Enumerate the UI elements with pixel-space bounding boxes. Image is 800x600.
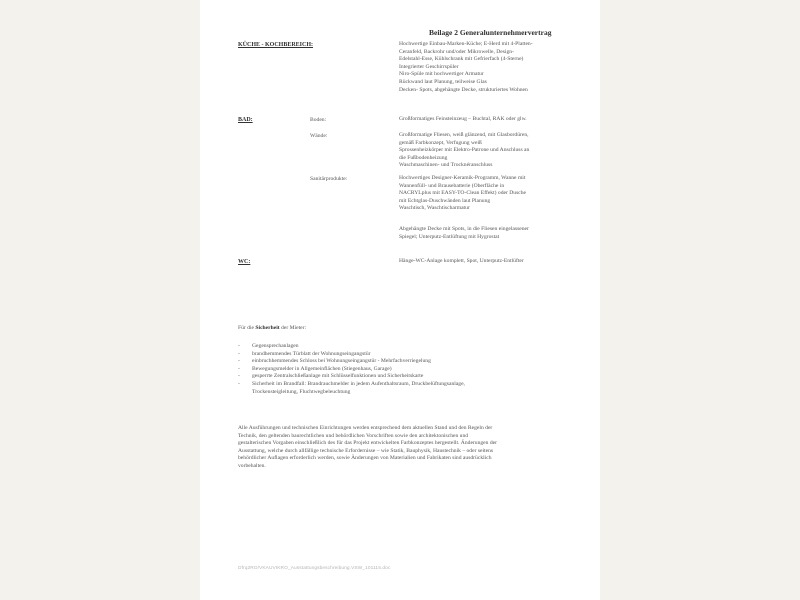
list-item-text: Gegensprechanlagen xyxy=(252,343,299,349)
list-item xyxy=(238,358,465,366)
dash-icon: - xyxy=(238,380,240,387)
kueche-description xyxy=(399,41,533,94)
bad-waende-line: die Fußbodenheizung xyxy=(399,154,448,161)
wc-text xyxy=(399,258,524,266)
dash-icon: - xyxy=(238,373,240,380)
closing-line: Alle Ausführungen und technischen Einrichtungen werden entsprechend dem aktuellen Stand und den Regeln der xyxy=(238,425,493,431)
list-item-text: Sicherheit im Brandfall: Brandrauchmelder in jedem Aufenthaltsraum, Druckbelüftungsanlage, xyxy=(252,380,465,387)
sicherheit-intro-bold: Sicherheit xyxy=(255,325,280,331)
list-item-continuation xyxy=(238,389,465,397)
bad-sanitaer-line: Hochwertiges Designer-Keramik-Programm, Wanne mit xyxy=(399,175,526,181)
bad-sanitaer-line: NACRYLplus mit EASY-TO-Clean Effekt) oder Dusche xyxy=(399,190,527,197)
kueche-line: Hochwertige Einbau-Marken-Küche; E-Herd mit 4-Platten- xyxy=(399,41,533,47)
bad-waende-line: Sprossenheizkörper mit Elektro-Patrone und Anschluss an xyxy=(399,147,530,154)
bad-decke-line: Spiegel; Unterputz-Entlüftung mit Hygrostat xyxy=(399,233,500,240)
bad-decke-text xyxy=(399,226,529,241)
closing-line: behördlicher Auflagen erforderlich werden, sowie Änderungen von Materialien und Fabrikaten sind ausdrücklich xyxy=(238,455,492,462)
list-item xyxy=(238,381,465,389)
list-item-text: gesperrte Zentralschließanlage mit Schlüsselfunktionen und Sicherheitskarte xyxy=(252,373,424,380)
bad-sanitaer-line: Wannenfüll- und Brausebatterie (Oberfläche in xyxy=(399,182,505,189)
bad-sanitaer-line: mit Echtglas-Duschwänden laut Planung xyxy=(399,197,491,204)
list-item xyxy=(238,373,465,381)
list-item-text: Bewegungsmelder in Allgemeinflächen (Stiegenhaus, Garage) xyxy=(252,365,392,372)
bad-sanitaer-text xyxy=(399,175,526,213)
bad-waende-line: Großformatige Fliesen, weiß glänzend, mit Glasbordüren, xyxy=(399,132,529,138)
closing-paragraph xyxy=(238,425,574,471)
kueche-line: Ceranfeld, Backrohr und/oder Mikrowelle, Design- xyxy=(399,48,514,55)
bad-waende-line: Waschmaschinen- und Trocknéranschluss xyxy=(399,162,493,169)
sicherheit-list xyxy=(238,343,465,396)
section-kueche-label: KÜCHE - KOCHBEREICH: xyxy=(238,42,314,48)
list-item xyxy=(238,343,465,351)
wc-line: Hänge-WC-Anlage komplett, Spot, Unterputz-Entlüfter xyxy=(399,258,524,264)
kueche-line: Decken- Spots, abgehängte Decke, strukturiertes Wohnen xyxy=(399,86,528,93)
bad-sanitaer-label: Sanitärprodukte: xyxy=(310,176,348,182)
list-item-text: einbruchhemmendes Schloss bei Wohnungseingangstür - Mehrfachverriegelung xyxy=(252,358,431,365)
kueche-line: Edelstahl-Esse, Kühlschrank mit Gefrierfach (4-Sterne) xyxy=(399,56,524,63)
footer-file-path: Dfrq2RO/VKAUVIKRO_Ausstattungsbeschreibung.VSW_101115.doc xyxy=(238,566,391,571)
sicherheit-intro xyxy=(238,325,306,331)
kueche-line: Rückwand laut Planung, teilweise Glas xyxy=(399,78,487,85)
dash-icon: - xyxy=(238,365,240,372)
bad-sanitaer-line: Waschtisch, Waschtischarmatur xyxy=(399,205,470,212)
closing-line: vorbehalten. xyxy=(238,462,266,469)
closing-line: gestalterischen Vorgaben einschließlich des für das Projekt entwickelten Farbkonzeptes hergestellt. Änderungen der xyxy=(238,440,497,447)
document-page xyxy=(200,0,600,600)
section-wc-label: WC: xyxy=(238,259,251,265)
sicherheit-intro-post: der Mieter: xyxy=(279,325,307,331)
document-title: Beilage 2 Generalunternehmervertrag xyxy=(429,28,552,37)
closing-line: Technik, den geltenden baurechtlichen und behördlichen Vorschriften sowie den architektonischen und xyxy=(238,432,469,439)
kueche-line: Integrierter Geschirrspüler xyxy=(399,63,459,70)
bad-waende-label: Wände: xyxy=(310,133,328,139)
dash-icon: - xyxy=(238,350,240,357)
dash-icon: - xyxy=(238,358,240,365)
sicherheit-intro-pre: Für die xyxy=(238,325,256,331)
list-item-text: Trockensteigleitung, Fluchtwegbeleuchtung xyxy=(252,388,351,395)
bad-waende-text xyxy=(399,132,529,170)
bad-boden-label: Boden: xyxy=(310,117,327,123)
bad-boden-text xyxy=(399,116,527,124)
bad-waende-line: gemäß Farbkonzept, Verfugung weiß xyxy=(399,139,482,146)
closing-line: Ausstattung, welche durch allfällige technische Erfordernisse – wie Statik, Bauphysik, Haustechnik – oder seitens xyxy=(238,447,494,454)
list-item-text: brandhemmendes Türblatt der Wohnungseingangstür xyxy=(252,350,371,357)
dash-icon: - xyxy=(238,343,240,349)
bad-boden-line: Großformatiges Feinsteinzeug – Buchtal, RAK oder glw. xyxy=(399,116,527,122)
bad-decke-line: Abgehängte Decke mit Spots, in die Fliesen eingelassener xyxy=(399,226,529,232)
section-bad-label: BAD: xyxy=(238,117,253,123)
kueche-line: Niro-Spüle mit hochwertiger Armatur xyxy=(399,71,484,78)
